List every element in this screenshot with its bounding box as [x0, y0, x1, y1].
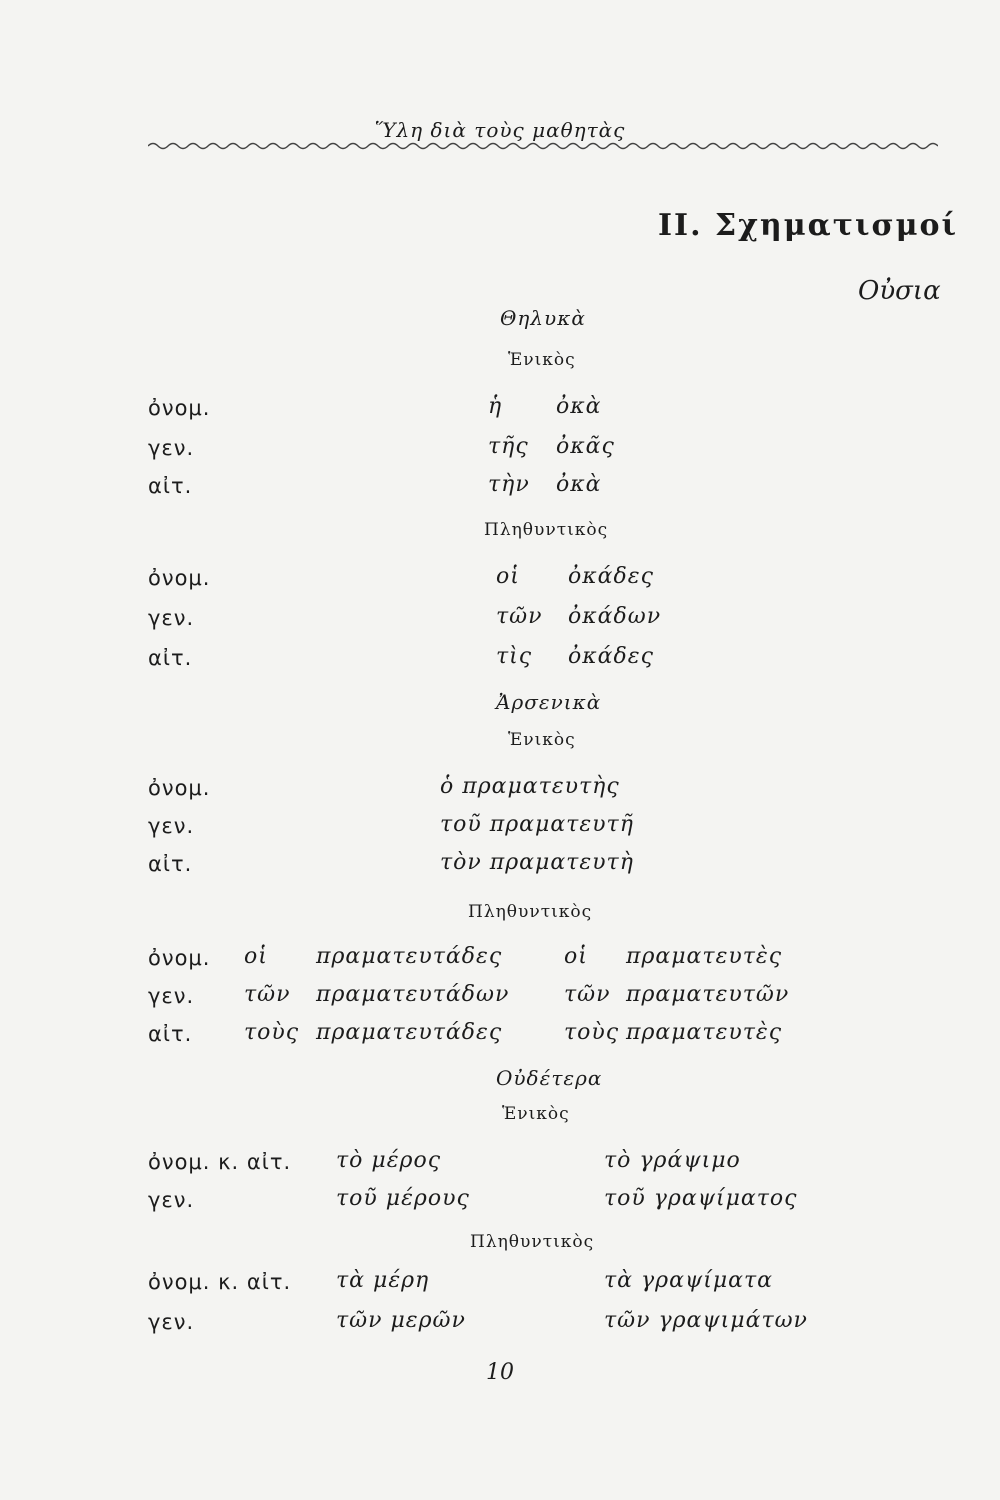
case-label: γεν.: [148, 984, 195, 1008]
noun-form: πραματευτῶν: [626, 982, 790, 1007]
noun-form: τῶν μερῶν: [336, 1308, 466, 1333]
case-label: ὀνομ.: [148, 396, 211, 420]
noun-form: ὀκάδων: [568, 604, 662, 629]
case-label: αἰτ.: [148, 1022, 193, 1046]
case-label: γεν.: [148, 1188, 195, 1212]
case-label: ὀνομ. κ. αἰτ.: [148, 1270, 292, 1294]
feminine-singular-label: Ἑνικὸς: [508, 350, 576, 370]
case-label: γεν.: [148, 606, 195, 630]
noun-form: πραματευτάδες: [316, 1020, 503, 1045]
case-label: ὀνομ. κ. αἰτ.: [148, 1150, 292, 1174]
case-label: ὀνομ.: [148, 776, 211, 800]
noun-form: ὀκᾶς: [556, 434, 615, 459]
article: οἱ: [564, 944, 588, 969]
article: τὶς: [496, 644, 533, 669]
wavy-rule: [148, 140, 938, 152]
article: οἱ: [496, 564, 520, 589]
article: τῶν: [244, 982, 291, 1007]
noun-form: τὸ μέρος: [336, 1148, 442, 1173]
noun-form: ὁ πραματευτὴς: [440, 774, 620, 799]
neuter-label: Οὐδέτερα: [496, 1066, 603, 1090]
case-label: ὀνομ.: [148, 566, 211, 590]
noun-form: ὀκὰ: [556, 394, 602, 419]
neuter-singular-label: Ἑνικὸς: [502, 1104, 570, 1124]
article: τῆς: [488, 434, 529, 459]
noun-form: τὸν πραματευτὴ: [440, 850, 634, 875]
masculine-plural-label: Πληθυντικὸς: [468, 902, 593, 922]
case-label: αἰτ.: [148, 474, 193, 498]
noun-form: ὀκὰ: [556, 472, 602, 497]
noun-form: ὀκάδες: [568, 644, 654, 669]
neuter-plural-label: Πληθυντικὸς: [470, 1232, 595, 1252]
case-label: γεν.: [148, 436, 195, 460]
feminine-label: Θηλυκὰ: [500, 306, 586, 330]
noun-form: ὀκάδες: [568, 564, 654, 589]
article: οἱ: [244, 944, 268, 969]
article: τῶν: [496, 604, 543, 629]
article: ἡ: [488, 394, 503, 419]
section-subheading: Οὐσια: [858, 276, 941, 306]
page-number: 10: [486, 1360, 514, 1385]
section-title: ΙΙ. Σχηματισμοί: [658, 208, 959, 243]
article: τοὺς: [564, 1020, 620, 1045]
noun-form: πραματευτὲς: [626, 944, 783, 969]
case-label: γεν.: [148, 1310, 195, 1334]
case-label: αἰτ.: [148, 646, 193, 670]
noun-form: πραματευτάδων: [316, 982, 510, 1007]
noun-form: τὰ μέρη: [336, 1268, 430, 1293]
running-title: Ὕλη διὰ τοὺς μαθητὰς: [374, 118, 626, 142]
noun-form: τοῦ πραματευτῆ: [440, 812, 634, 837]
noun-form: πραματευτάδες: [316, 944, 503, 969]
article: τὴν: [488, 472, 530, 497]
noun-form: πραματευτὲς: [626, 1020, 783, 1045]
case-label: ὀνομ.: [148, 946, 211, 970]
article: τοὺς: [244, 1020, 300, 1045]
noun-form: τὰ γραψίματα: [604, 1268, 774, 1293]
noun-form: τῶν γραψιμάτων: [604, 1308, 808, 1333]
feminine-plural-label: Πληθυντικὸς: [484, 520, 609, 540]
masculine-label: Ἀρσενικὰ: [496, 690, 602, 714]
case-label: αἰτ.: [148, 852, 193, 876]
noun-form: τὸ γράψιμο: [604, 1148, 741, 1173]
noun-form: τοῦ γραψίματος: [604, 1186, 798, 1211]
noun-form: τοῦ μέρους: [336, 1186, 470, 1211]
article: τῶν: [564, 982, 611, 1007]
masculine-singular-label: Ἑνικὸς: [508, 730, 576, 750]
case-label: γεν.: [148, 814, 195, 838]
